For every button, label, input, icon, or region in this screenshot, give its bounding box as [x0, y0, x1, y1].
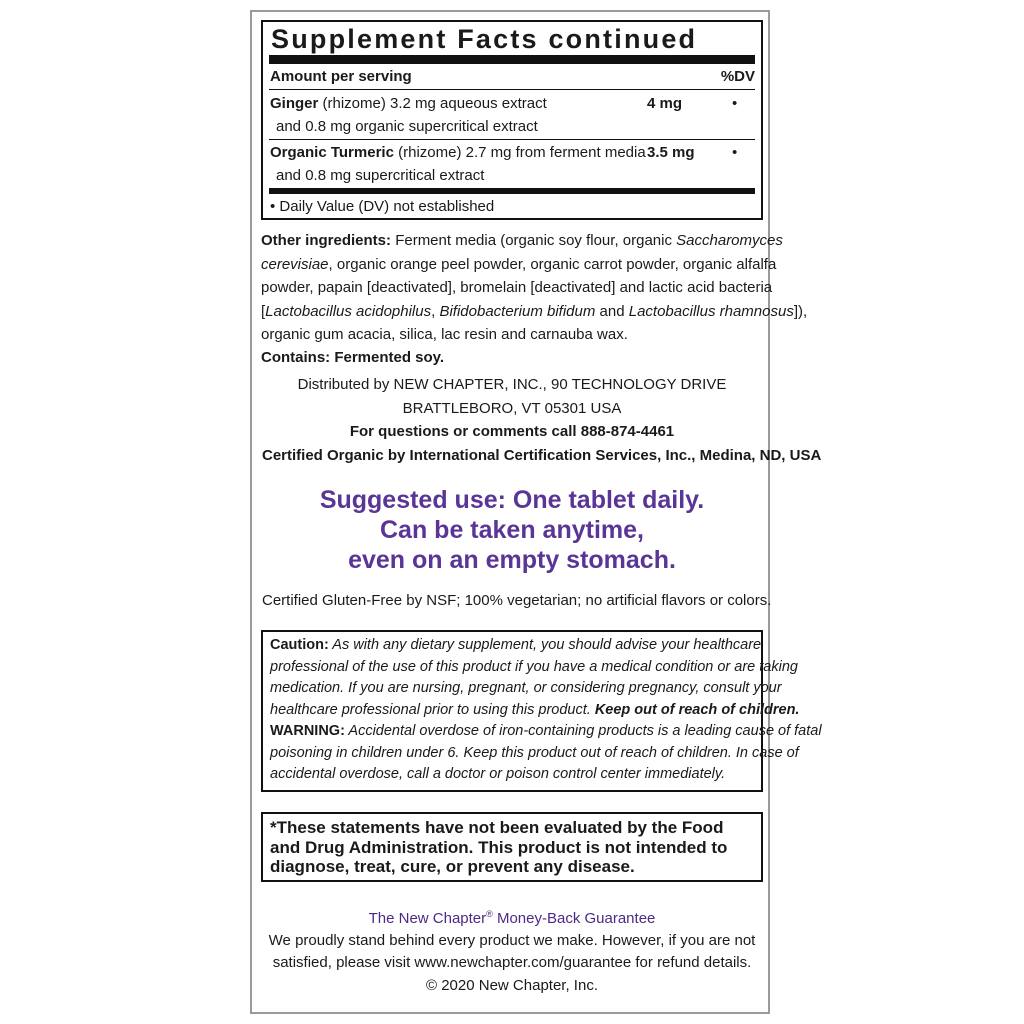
- gluten-free-statement: Certified Gluten-Free by NSF; 100% vegetarian; no artificial flavors or colors.: [262, 592, 772, 609]
- guarantee-title-text: Money-Back Guarantee: [492, 910, 656, 927]
- facts-thick-rule-bottom: [269, 188, 755, 194]
- ingredient-detail-line2: and 0.8 mg supercritical extract: [276, 167, 485, 184]
- suggested-use-text: Can be taken anytime,: [380, 516, 644, 544]
- ingredient-dv: •: [732, 144, 738, 161]
- caution-line: healthcare professional prior to using this product.: [270, 701, 591, 718]
- facts-row-turmeric: [270, 144, 755, 161]
- ingredient-name: Ginger: [270, 95, 319, 112]
- facts-divider: [269, 139, 755, 140]
- other-ingredients-text: ]),: [793, 302, 808, 320]
- other-ingredients-italic: Bifidobacterium bifidum: [439, 302, 596, 320]
- caution-text: [270, 635, 822, 786]
- distributor-line: BRATTLEBORO, VT 05301 USA: [402, 399, 622, 417]
- guarantee-line: We proudly stand behind every product we make. However, if you are not: [268, 932, 756, 949]
- guarantee-title: [262, 903, 762, 930]
- other-ingredients-text: ,: [431, 302, 440, 320]
- ingredient-dv: •: [732, 95, 738, 112]
- distributor-block: [262, 373, 822, 467]
- facts-row-ginger-line2: [270, 118, 755, 135]
- fda-line: *These statements have not been evaluated by the Food: [270, 818, 724, 837]
- dv-footnote: • Daily Value (DV) not established: [270, 198, 495, 215]
- ingredient-detail: (rhizome) 2.7 mg from ferment media: [398, 144, 646, 161]
- supplement-facts-panel: [261, 20, 763, 220]
- other-ingredients-text: organic gum acacia, silica, lac resin and carnauba wax.: [261, 326, 628, 343]
- facts-header-row: [270, 68, 755, 85]
- caution-box: [261, 630, 822, 792]
- caution-line: professional of the use of this product if you have a medical condition or are taking: [270, 658, 798, 675]
- other-ingredients-label: Other ingredients:: [261, 232, 392, 249]
- guarantee-title-text: The New Chapter: [368, 910, 487, 927]
- contact-phone: For questions or comments call 888-874-4461: [349, 423, 675, 440]
- caution-line: As with any dietary supplement, you should advise your healthcare: [328, 637, 762, 653]
- facts-row-turmeric-line2: [270, 167, 755, 184]
- suggested-use-label: Suggested use:: [319, 486, 506, 514]
- facts-title: Supplement Facts continued: [271, 24, 698, 54]
- caution-label: Caution:: [270, 637, 329, 653]
- fda-disclaimer: [270, 818, 727, 877]
- dv-header: %DV: [720, 68, 755, 85]
- warning-label: WARNING:: [270, 723, 345, 739]
- other-ingredients-text: [: [261, 302, 266, 320]
- facts-thick-rule: [269, 55, 755, 64]
- facts-divider: [269, 89, 755, 90]
- guarantee-line: satisfied, please visit www.newchapter.com/guarantee for refund details.: [272, 954, 752, 971]
- other-ingredients-text: powder, papain [deactivated], bromelain [deactivated] and lactic acid bacteria: [261, 279, 773, 296]
- other-ingredients-text: and: [595, 302, 629, 320]
- caution-line: poisoning in children under 6. Keep this product out of reach of children. In case of: [270, 744, 799, 761]
- fda-line: diagnose, treat, cure, or prevent any disease.: [270, 857, 635, 876]
- facts-row-ginger: [270, 95, 755, 112]
- suggested-use-text: even on an empty stomach.: [348, 546, 676, 574]
- copyright: © 2020 New Chapter, Inc.: [426, 977, 598, 994]
- caution-line: Accidental overdose of iron-containing products is a leading cause of fatal: [344, 723, 822, 739]
- fda-disclaimer-box: [261, 812, 763, 882]
- suggested-use-text: One tablet daily.: [505, 486, 705, 514]
- distributor-line: Distributed by NEW CHAPTER, INC., 90 TECHNOLOGY DRIVE: [297, 376, 727, 393]
- ingredient-amount: 4 mg: [647, 95, 683, 112]
- guarantee-block: [262, 903, 762, 974]
- ingredient-detail: (rhizome) 3.2 mg aqueous extract: [322, 95, 547, 112]
- other-ingredients-italic: Lactobacillus acidophilus: [265, 302, 432, 320]
- keep-out-of-reach: Keep out of reach of children.: [590, 701, 800, 718]
- other-ingredients: [261, 229, 807, 347]
- other-ingredients-text: , organic orange peel powder, organic carrot powder, organic alfalfa: [328, 255, 777, 273]
- caution-line: medication. If you are nursing, pregnant, or considering pregnancy, consult your: [270, 680, 782, 696]
- amount-per-serving-label: Amount per serving: [270, 68, 412, 85]
- ingredient-detail-line2: and 0.8 mg organic supercritical extract: [276, 118, 538, 135]
- other-ingredients-italic: cerevisiae: [261, 255, 329, 273]
- other-ingredients-italic: Saccharomyces: [676, 232, 783, 249]
- other-ingredients-text: Ferment media (organic soy flour, organic: [395, 232, 672, 249]
- ingredient-amount: 3.5 mg: [647, 144, 695, 161]
- ingredient-name: Organic Turmeric: [270, 144, 394, 161]
- suggested-use: [262, 485, 762, 575]
- certified-organic: Certified Organic by International Certification Services, Inc., Medina, ND, USA: [262, 446, 822, 464]
- contains-allergen: Contains: Fermented soy.: [261, 349, 445, 366]
- other-ingredients-italic: Lactobacillus rhamnosus: [628, 302, 794, 320]
- caution-line: accidental overdose, call a doctor or poison control center immediately.: [270, 766, 726, 782]
- fda-line: and Drug Administration. This product is not intended to: [270, 837, 728, 857]
- registered-mark: ®: [486, 909, 493, 919]
